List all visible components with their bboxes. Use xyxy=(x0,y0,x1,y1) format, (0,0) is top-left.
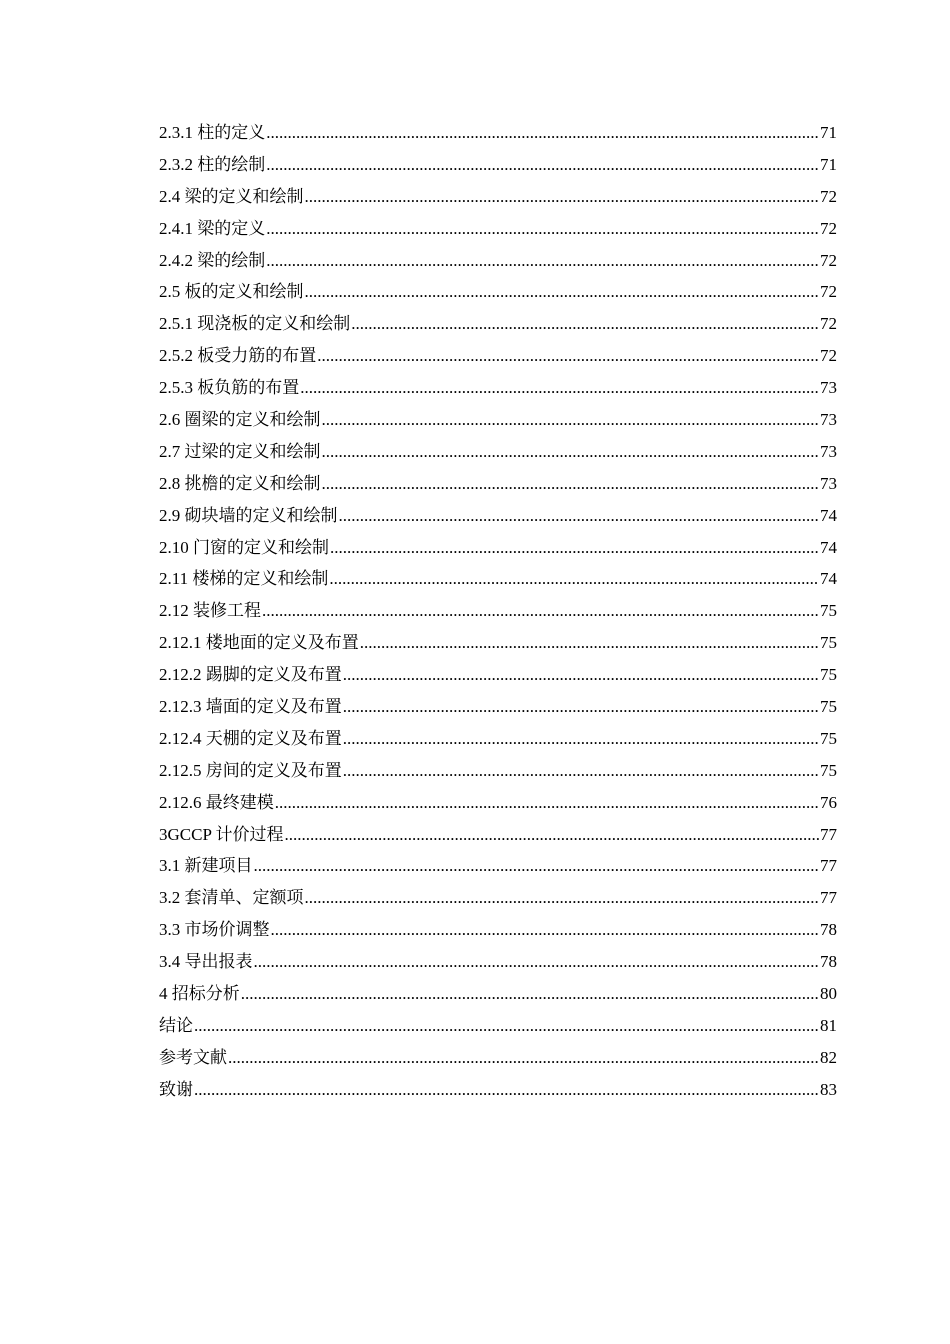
toc-entry[interactable] xyxy=(159,595,837,627)
toc-dot-leader xyxy=(329,563,819,595)
toc-entry-title: 3GCCP 计价过程 xyxy=(159,824,284,844)
toc-entry-page: 73 xyxy=(820,473,837,493)
toc-entry-title: 2.11 楼梯的定义和绘制 xyxy=(159,569,329,589)
toc-entry[interactable] xyxy=(159,882,837,914)
toc-entry-title: 2.12.1 楼地面的定义及布置 xyxy=(159,633,359,653)
toc-entry-title: 2.12.4 天棚的定义及布置 xyxy=(159,728,342,748)
toc-entry[interactable] xyxy=(159,914,837,946)
toc-dot-leader xyxy=(343,723,819,755)
toc-entry[interactable] xyxy=(159,372,837,404)
toc-entry[interactable] xyxy=(159,627,837,659)
toc-entry-page: 75 xyxy=(820,697,837,717)
toc-dot-leader xyxy=(254,946,820,978)
toc-dot-leader xyxy=(271,914,820,946)
toc-entry-page: 72 xyxy=(820,218,837,238)
toc-entry[interactable] xyxy=(159,978,837,1010)
toc-entry-title: 参考文献 xyxy=(159,1047,227,1067)
toc-entry-page: 74 xyxy=(820,505,837,525)
toc-entry-title: 结论 xyxy=(159,1015,193,1035)
toc-entry-page: 71 xyxy=(820,123,837,142)
toc-entry-title: 2.8 挑檐的定义和绘制 xyxy=(159,473,321,493)
toc-entry[interactable] xyxy=(159,723,837,755)
toc-entry-title: 3.4 导出报表 xyxy=(159,952,253,972)
toc-entry[interactable] xyxy=(159,850,837,882)
toc-entry-title: 3.1 新建项目 xyxy=(159,856,253,876)
toc-entry[interactable] xyxy=(159,340,837,372)
toc-entry-page: 75 xyxy=(820,760,837,780)
toc-entry[interactable] xyxy=(159,1042,837,1074)
toc-entry-title: 2.9 砌块墙的定义和绘制 xyxy=(159,505,338,525)
toc-dot-leader xyxy=(339,500,820,532)
toc-entry-title: 2.12.5 房间的定义及布置 xyxy=(159,760,342,780)
toc-dot-leader xyxy=(305,181,820,213)
toc-entry-title: 3.3 市场价调整 xyxy=(159,920,270,940)
toc-dot-leader xyxy=(351,308,819,340)
toc-dot-leader xyxy=(322,404,820,436)
toc-entry[interactable] xyxy=(159,563,837,595)
toc-entry-page: 76 xyxy=(820,792,837,812)
toc-entry[interactable] xyxy=(159,213,837,245)
toc-entry[interactable] xyxy=(159,436,837,468)
toc-entry-title: 4 招标分析 xyxy=(159,984,240,1004)
toc-entry-title: 2.10 门窗的定义和绘制 xyxy=(159,537,329,557)
toc-entry-page: 72 xyxy=(820,282,837,302)
toc-entry[interactable] xyxy=(159,149,837,181)
toc-entry-page: 77 xyxy=(820,856,837,876)
toc-dot-leader xyxy=(266,117,819,149)
toc-entry-page: 73 xyxy=(820,441,837,461)
toc-dot-leader xyxy=(360,627,819,659)
toc-dot-leader xyxy=(254,850,820,882)
toc-entry-title: 致谢 xyxy=(159,1079,193,1099)
toc-entry-title: 2.12.3 墙面的定义及布置 xyxy=(159,697,342,717)
toc-entry[interactable] xyxy=(159,819,837,851)
toc-entry-page: 78 xyxy=(820,952,837,972)
toc-dot-leader xyxy=(266,149,819,181)
toc-entry-page: 80 xyxy=(820,984,837,1004)
toc-entry-title: 2.5.3 板负筋的布置 xyxy=(159,378,300,398)
toc-dot-leader xyxy=(241,978,819,1010)
toc-entry-page: 75 xyxy=(820,665,837,685)
toc-entry-title: 2.5 板的定义和绘制 xyxy=(159,282,304,302)
toc-entry-title: 2.3.2 柱的绘制 xyxy=(159,154,266,174)
toc-dot-leader xyxy=(330,532,819,564)
toc-entry-page: 77 xyxy=(820,824,837,844)
toc-entry-title: 2.5.2 板受力筋的布置 xyxy=(159,346,317,366)
toc-entry[interactable] xyxy=(159,404,837,436)
toc-entry-page: 73 xyxy=(820,378,837,398)
toc-entry-page: 73 xyxy=(820,410,837,430)
toc-entry-page: 78 xyxy=(820,920,837,940)
toc-dot-leader xyxy=(343,755,819,787)
toc-entry-page: 74 xyxy=(820,569,837,589)
toc-entry[interactable] xyxy=(159,468,837,500)
toc-entry-page: 77 xyxy=(820,888,837,908)
table-of-contents xyxy=(159,117,837,1106)
toc-entry-page: 81 xyxy=(820,1015,837,1035)
toc-dot-leader xyxy=(317,340,819,372)
toc-entry-page: 82 xyxy=(820,1047,837,1067)
toc-entry-page: 72 xyxy=(820,250,837,270)
toc-dot-leader xyxy=(305,276,820,308)
toc-entry-title: 2.4 梁的定义和绘制 xyxy=(159,186,304,206)
toc-entry[interactable] xyxy=(159,946,837,978)
toc-entry-title: 2.12.2 踢脚的定义及布置 xyxy=(159,665,342,685)
toc-entry[interactable] xyxy=(159,787,837,819)
toc-entry[interactable] xyxy=(159,755,837,787)
toc-entry-page: 74 xyxy=(820,537,837,557)
toc-entry[interactable] xyxy=(159,1074,837,1106)
toc-dot-leader xyxy=(266,213,819,245)
toc-dot-leader xyxy=(343,691,819,723)
toc-dot-leader xyxy=(343,659,819,691)
toc-entry-page: 72 xyxy=(820,346,837,366)
toc-entry-title: 2.6 圈梁的定义和绘制 xyxy=(159,410,321,430)
toc-entry-page: 83 xyxy=(820,1079,837,1099)
toc-entry-title: 2.7 过梁的定义和绘制 xyxy=(159,441,321,461)
toc-dot-leader xyxy=(285,819,819,851)
toc-dot-leader xyxy=(262,595,819,627)
toc-entry-page: 75 xyxy=(820,601,837,621)
toc-entry-title: 2.3.1 柱的定义 xyxy=(159,123,266,142)
toc-entry-title: 2.5.1 现浇板的定义和绘制 xyxy=(159,314,351,334)
toc-dot-leader xyxy=(194,1074,819,1106)
toc-entry-title: 2.12 装修工程 xyxy=(159,601,261,621)
toc-entry-page: 72 xyxy=(820,314,837,334)
toc-entry[interactable] xyxy=(159,308,837,340)
toc-entry-page: 75 xyxy=(820,728,837,748)
toc-entry-page: 72 xyxy=(820,186,837,206)
toc-dot-leader xyxy=(228,1042,819,1074)
toc-entry[interactable] xyxy=(159,245,837,277)
toc-dot-leader xyxy=(322,468,820,500)
toc-entry[interactable] xyxy=(159,181,837,213)
toc-dot-leader xyxy=(305,882,820,914)
toc-entry-page: 71 xyxy=(820,154,837,174)
toc-entry-title: 2.12.6 最终建模 xyxy=(159,792,274,812)
toc-dot-leader xyxy=(322,436,820,468)
toc-entry-page: 75 xyxy=(820,633,837,653)
toc-entry-title: 2.4.2 梁的绘制 xyxy=(159,250,266,270)
toc-entry[interactable] xyxy=(159,276,837,308)
toc-entry[interactable] xyxy=(159,117,837,149)
toc-entry[interactable] xyxy=(159,1010,837,1042)
toc-entry[interactable] xyxy=(159,500,837,532)
toc-dot-leader xyxy=(266,245,819,277)
toc-entry-title: 3.2 套清单、定额项 xyxy=(159,888,304,908)
toc-dot-leader xyxy=(194,1010,819,1042)
toc-dot-leader xyxy=(300,372,819,404)
toc-entry-title: 2.4.1 梁的定义 xyxy=(159,218,266,238)
toc-entry[interactable] xyxy=(159,659,837,691)
toc-entry[interactable] xyxy=(159,691,837,723)
toc-entry[interactable] xyxy=(159,532,837,564)
toc-dot-leader xyxy=(275,787,819,819)
